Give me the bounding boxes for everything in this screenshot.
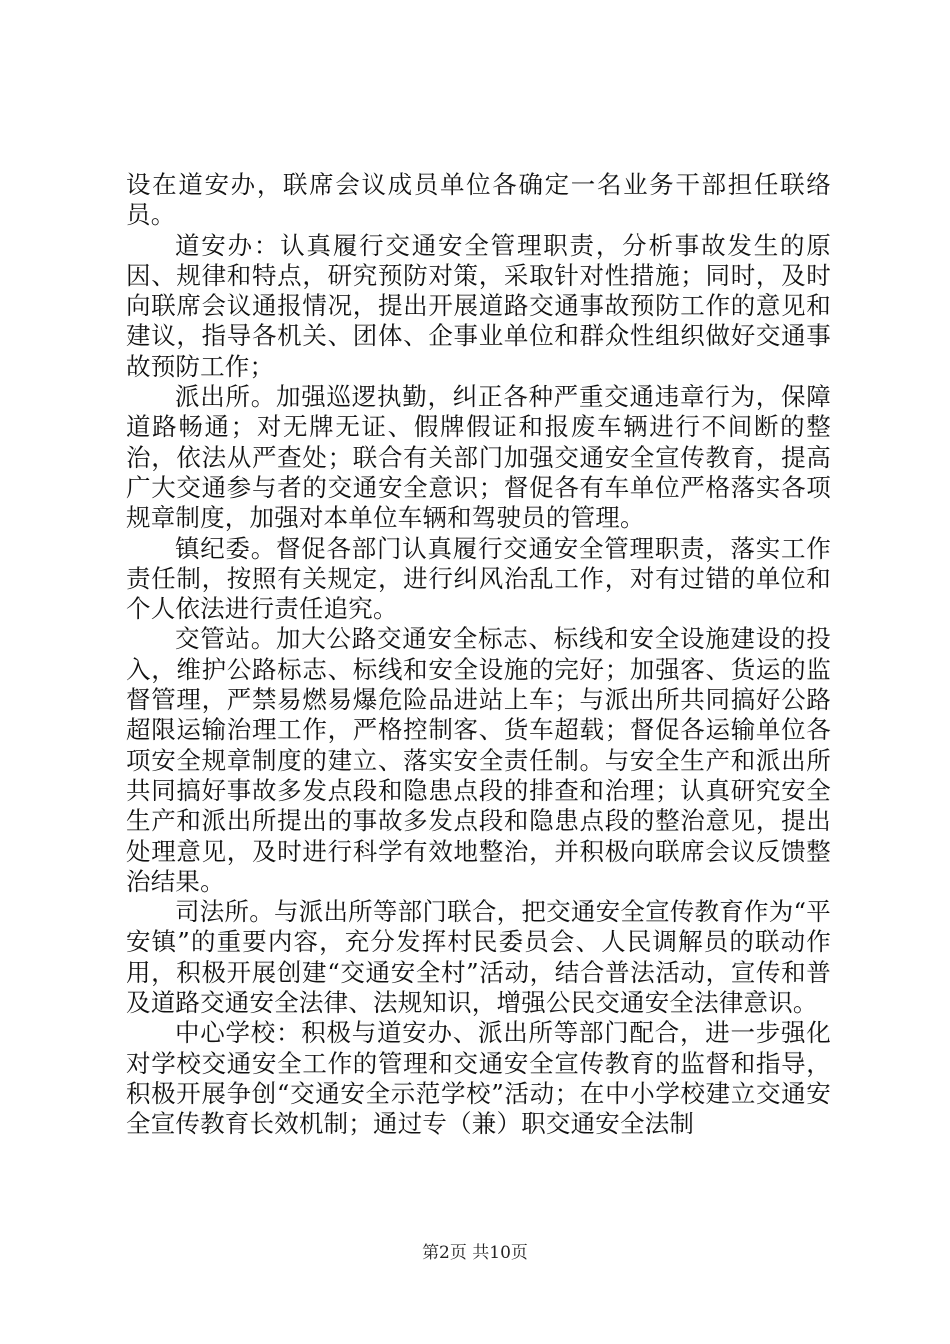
paragraph-liaison: 设在道安办，联席会议成员单位各确定一名业务干部担任联络员。 [126,170,831,230]
paragraph-jiaoguanzhan: 交管站。加大公路交通安全标志、标线和安全设施建设的投入，维护公路标志、标线和安全设施的完好；加强客、货运的监督管理，严禁易燃易爆危险品进站上车；与派出所共同搞好公路超限运输治理工作，严格控制客、货车超载；督促各运输单位各项安全规章制度的建立、落实安全责任制。与安全生产和派出所共同搞好事故多发点段和隐患点段的排查和治理；认真研究安全生产和派出所提出的事故多发点段和隐患点段的整治意见，提出处理意见，及时进行科学有效地整治，并积极向联席会议反馈整治结果。 [126,624,831,896]
paragraph-paichusuo: 派出所。加强巡逻执勤，纠正各种严重交通违章行为，保障道路畅通；对无牌无证、假牌假证和报废车辆进行不间断的整治，依法从严查处；联合有关部门加强交通安全宣传教育，提高广大交通参与者的交通安全意识；督促各有车单位严格落实各项规章制度，加强对本单位车辆和驾驶员的管理。 [126,382,831,533]
document-body [126,170,831,1140]
paragraph-sifasuo: 司法所。与派出所等部门联合，把交通安全宣传教育作为“平安镇”的重要内容，充分发挥村民委员会、人民调解员的联动作用，积极开展创建“交通安全村”活动，结合普法活动，宣传和普及道路交通安全法律、法规知识，增强公民交通安全法律意识。 [126,897,831,1018]
paragraph-zhenjiwei: 镇纪委。督促各部门认真履行交通安全管理职责，落实工作责任制，按照有关规定，进行纠风治乱工作，对有过错的单位和个人依法进行责任追究。 [126,533,831,624]
paragraph-zhongxinxuexiao: 中心学校：积极与道安办、派出所等部门配合，进一步强化对学校交通安全工作的管理和交通安全宣传教育的监督和指导，积极开展争创“交通安全示范学校”活动；在中小学校建立交通安全宣传教育长效机制；通过专（兼）职交通安全法制 [126,1018,831,1139]
page-number-footer: 第2页 共10页 [422,1243,528,1263]
paragraph-daoanban: 道安办：认真履行交通安全管理职责，分析事故发生的原因、规律和特点，研究预防对策，采取针对性措施；同时，及时向联席会议通报情况，提出开展道路交通事故预防工作的意见和建议，指导各机关、团体、企事业单位和群众性组织做好交通事故预防工作； [126,230,831,381]
